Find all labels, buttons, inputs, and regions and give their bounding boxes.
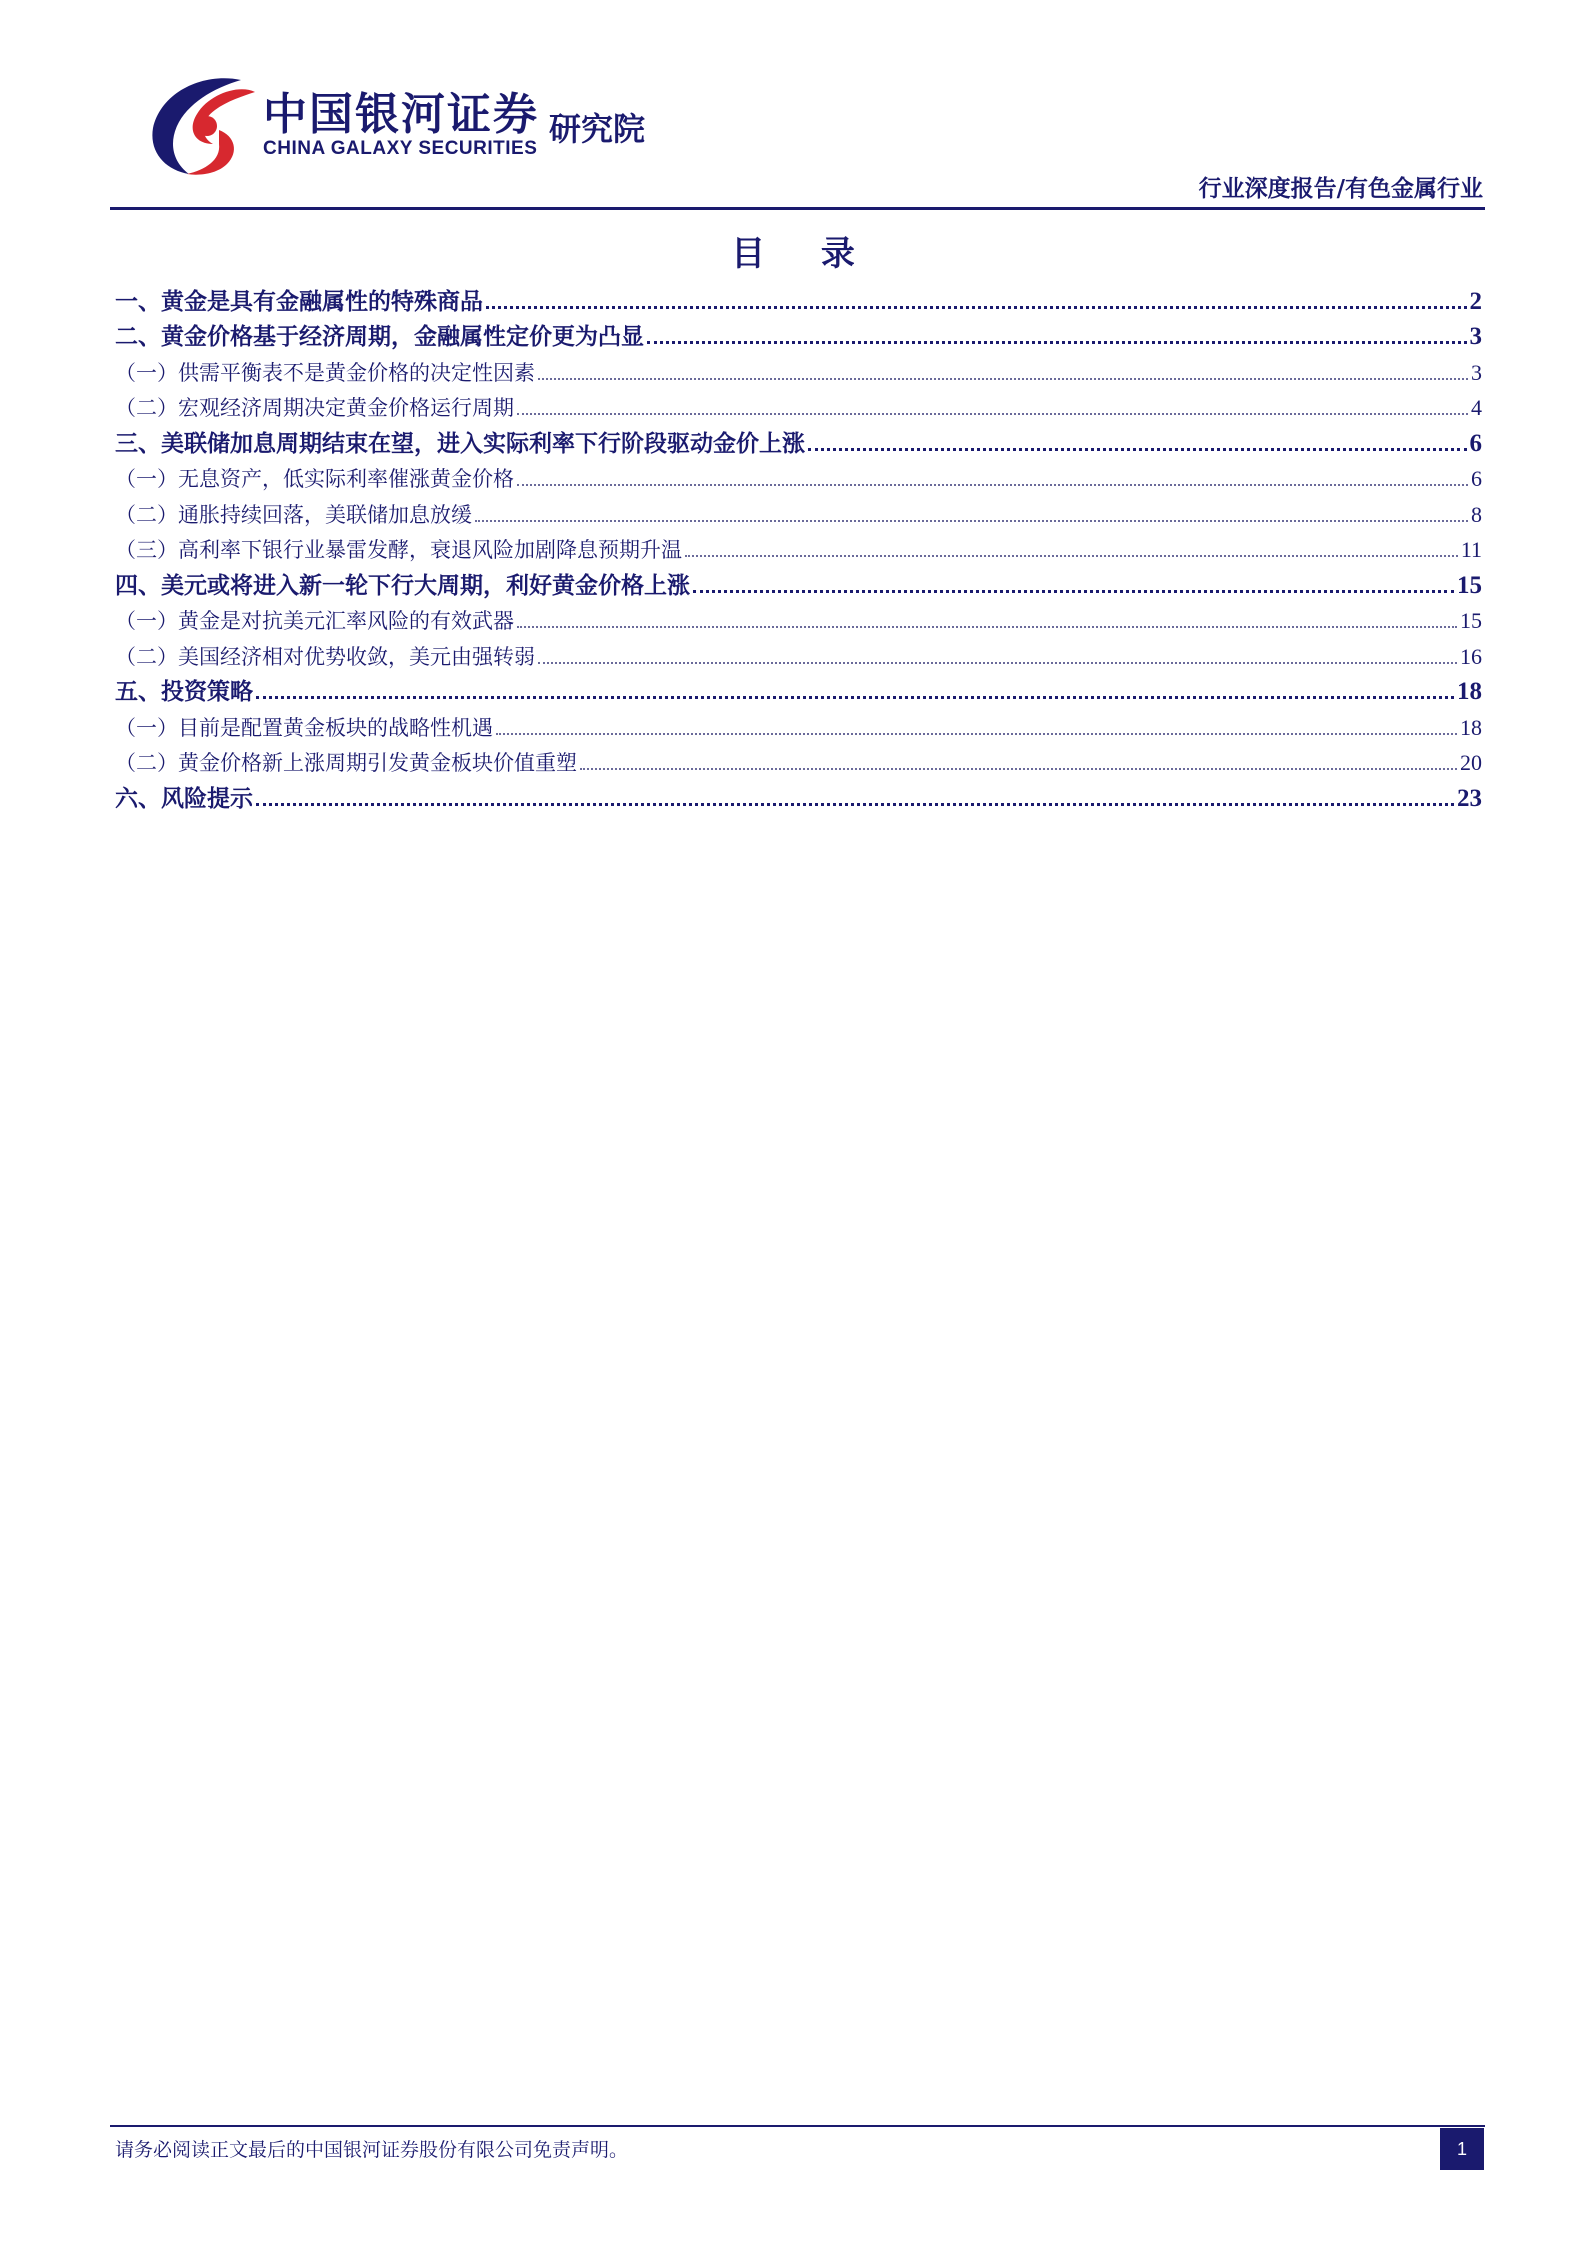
toc-dot-leader — [517, 484, 1468, 486]
toc-entry[interactable] — [115, 635, 1482, 671]
brand-name-en: CHINA GALAXY SECURITIES — [263, 138, 538, 159]
institute-label: 研究院 — [549, 110, 646, 148]
table-of-contents — [115, 280, 1482, 813]
footer-divider — [110, 2125, 1485, 2127]
toc-dot-leader — [517, 626, 1457, 628]
toc-dot-leader — [496, 733, 1457, 735]
toc-entry-text: （一）供需平衡表不是黄金价格的决定性因素 — [115, 360, 535, 385]
toc-dot-leader — [685, 555, 1458, 557]
toc-entry-page: 8 — [1471, 501, 1482, 527]
toc-dot-leader — [693, 590, 1454, 593]
toc-entry-text: 一、黄金是具有金融属性的特殊商品 — [115, 287, 483, 315]
toc-entry[interactable] — [115, 422, 1482, 458]
toc-entry-page: 4 — [1471, 395, 1482, 420]
toc-entry-text: （一）黄金是对抗美元汇率风险的有效武器 — [115, 609, 514, 633]
toc-entry[interactable] — [115, 777, 1482, 813]
toc-entry-page: 15 — [1460, 608, 1482, 633]
toc-dot-leader — [475, 520, 1468, 522]
toc-entry-page: 15 — [1457, 571, 1482, 599]
toc-entry[interactable] — [115, 351, 1482, 387]
toc-entry-text: （二）通胀持续回落，美联储加息放缓 — [115, 502, 472, 527]
toc-dot-leader — [647, 341, 1467, 344]
toc-entry-page: 6 — [1469, 429, 1482, 457]
toc-entry-text: 四、美元或将进入新一轮下行大周期，利好黄金价格上涨 — [115, 571, 690, 599]
toc-entry[interactable] — [115, 316, 1482, 352]
toc-entry-text: 三、美联储加息周期结束在望，进入实际利率下行阶段驱动金价上涨 — [115, 429, 805, 457]
toc-entry-page: 18 — [1460, 714, 1482, 740]
toc-entry-page: 11 — [1460, 537, 1482, 562]
toc-entry-text: 六、风险提示 — [115, 784, 253, 812]
toc-entry-text: 二、黄金价格基于经济周期，金融属性定价更为凸显 — [115, 323, 644, 350]
toc-entry-text: （二）宏观经济周期决定黄金价格运行周期 — [115, 396, 514, 420]
toc-dot-leader — [538, 378, 1468, 380]
report-type-label: 行业深度报告/有色金属行业 — [1198, 175, 1483, 202]
company-logo-icon — [143, 70, 263, 178]
toc-entry-text: （二）美国经济相对优势收敛，美元由强转弱 — [115, 644, 535, 669]
toc-entry-text: 五、投资策略 — [115, 678, 253, 705]
brand-name-cn: 中国银河证券 — [263, 89, 539, 140]
toc-entry[interactable] — [115, 387, 1482, 423]
toc-entry-page: 2 — [1469, 287, 1482, 315]
toc-entry[interactable] — [115, 742, 1482, 778]
header-divider — [110, 207, 1485, 210]
toc-entry-page: 3 — [1469, 323, 1482, 350]
toc-entry-text: （一）无息资产，低实际利率催涨黄金价格 — [115, 467, 514, 491]
toc-dot-leader — [580, 768, 1457, 770]
toc-entry[interactable] — [115, 280, 1482, 316]
toc-entry[interactable] — [115, 564, 1482, 600]
toc-entry[interactable] — [115, 706, 1482, 742]
toc-entry[interactable] — [115, 671, 1482, 707]
page-number-badge: 1 — [1440, 2128, 1484, 2170]
toc-entry-page: 16 — [1460, 643, 1482, 669]
toc-entry-text: （二）黄金价格新上涨周期引发黄金板块价值重塑 — [115, 751, 577, 775]
toc-dot-leader — [486, 306, 1467, 309]
toc-dot-leader — [538, 662, 1457, 664]
disclaimer-text: 请务必阅读正文最后的中国银河证券股份有限公司免责声明。 — [115, 2139, 629, 2161]
toc-dot-leader — [256, 803, 1454, 806]
toc-entry-text: （一）目前是配置黄金板块的战略性机遇 — [115, 715, 493, 740]
toc-dot-leader — [517, 413, 1468, 415]
toc-dot-leader — [256, 696, 1454, 699]
toc-entry-page: 23 — [1457, 784, 1482, 812]
toc-entry-page: 6 — [1471, 466, 1482, 491]
toc-entry-page: 3 — [1471, 359, 1482, 385]
toc-entry[interactable] — [115, 529, 1482, 565]
toc-entry[interactable] — [115, 600, 1482, 636]
toc-entry-page: 18 — [1457, 678, 1482, 705]
toc-entry-page: 20 — [1460, 750, 1482, 775]
toc-dot-leader — [808, 448, 1467, 451]
toc-entry-text: （三）高利率下银行业暴雷发酵，衰退风险加剧降息预期升温 — [115, 538, 682, 562]
toc-title: 目 录 — [731, 234, 877, 274]
toc-entry[interactable] — [115, 458, 1482, 494]
toc-entry[interactable] — [115, 493, 1482, 529]
